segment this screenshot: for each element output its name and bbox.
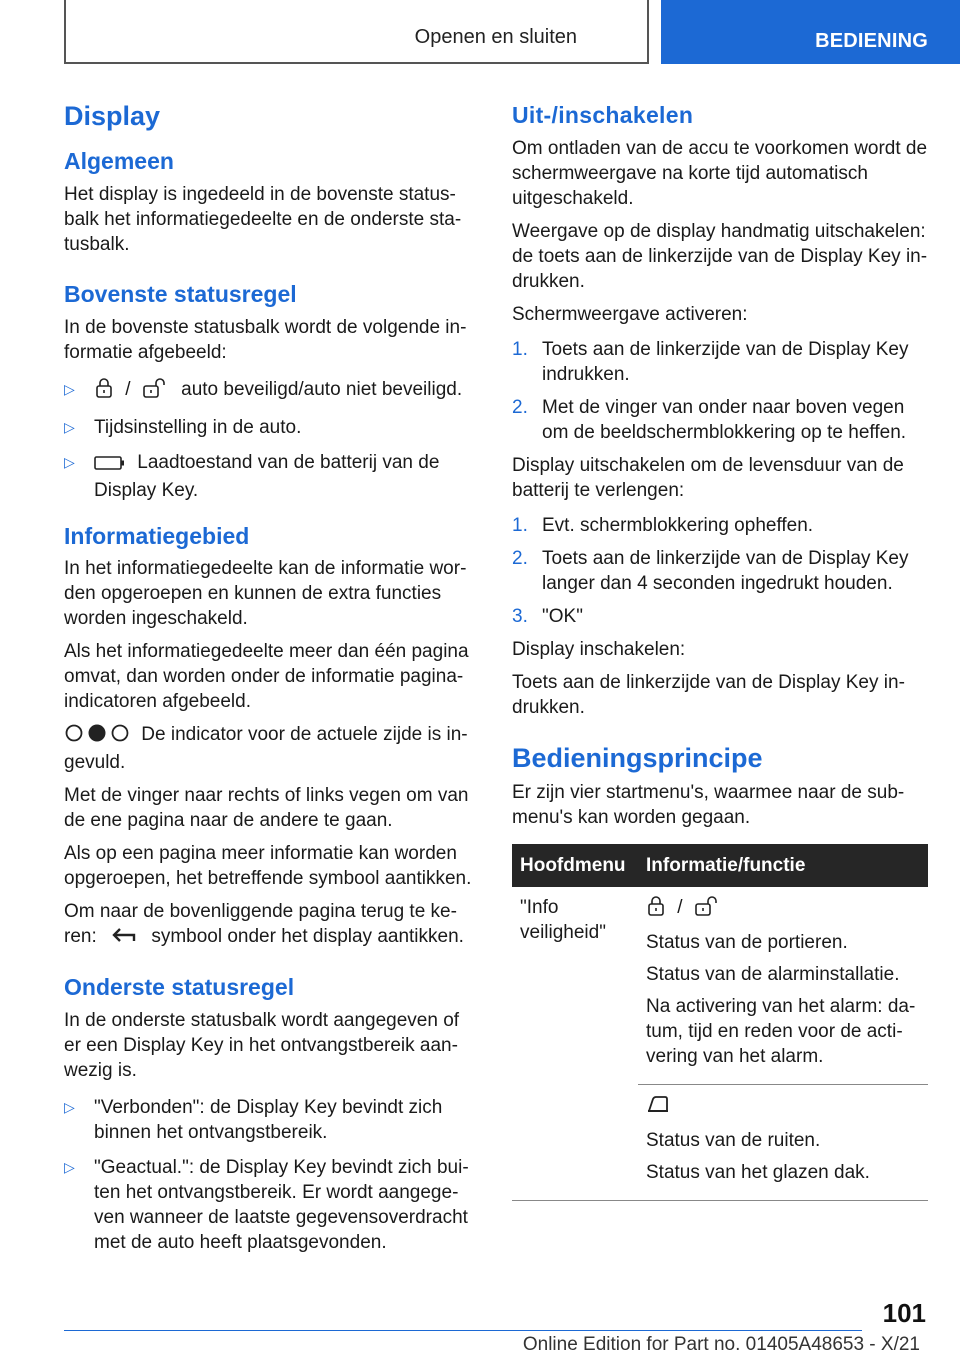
heading-onderste-statusregel: Onderste statusregel xyxy=(64,974,295,1001)
header-section-tab xyxy=(64,0,649,64)
table-text-line: Status van het glazen dak. xyxy=(646,1161,870,1183)
heading-informatiegebied: Informatiegebied xyxy=(64,522,250,549)
step-text: Toets aan de linkerzijde van de Display Key indrukken. xyxy=(542,338,909,385)
heading-bedieningsprincipe: Bedieningsprincipe xyxy=(512,742,763,773)
table-text-line: Status van de alarminstallatie. xyxy=(646,963,900,985)
list-item-text: Tijdsinstelling in de auto. xyxy=(94,416,302,438)
paragraph-info-6a: Om naar de bovenliggende pagina terug te keren: xyxy=(64,901,457,948)
menu-table xyxy=(512,844,928,1201)
list-item-text: "Verbonden": de Display Key bevindt zich binnen het ontvangstbereik. xyxy=(94,1096,443,1143)
footer-edition: Online Edition for Part no. 01405A48653 - X/21 xyxy=(522,1334,920,1355)
lock-closed-icon xyxy=(94,378,114,405)
table-cell-info xyxy=(638,887,928,1085)
back-arrow-icon xyxy=(110,925,138,952)
paragraph-uit-3: Schermweergave activeren: xyxy=(512,303,748,325)
paragraph-uit-5: Display inschakelen: xyxy=(512,638,686,660)
onderste-list xyxy=(64,1095,476,1255)
step-number: 1. xyxy=(512,514,528,536)
page-title: Display xyxy=(64,101,161,131)
table-icons-line xyxy=(646,895,922,923)
triangle-bullet-icon: ▷ xyxy=(64,1158,75,1175)
table-header-row xyxy=(512,844,928,887)
table-text-line: Status van de portieren. xyxy=(646,931,848,953)
paragraph-uit-4: Display uitschakelen om de levensduur van de batterij te verlengen: xyxy=(512,454,904,501)
header-chapter-tab xyxy=(661,0,960,64)
list-item xyxy=(64,450,476,503)
paragraph-info-2: Als het informatiegedeelte meer dan één pagina omvat, dan worden onder de informatie pagina-indicatoren afgebeeld. xyxy=(64,641,469,713)
step-number: 2. xyxy=(512,396,528,418)
bovenste-list xyxy=(64,377,476,503)
list-item xyxy=(512,395,928,445)
page-indicator-icon xyxy=(64,723,130,750)
table-cell-info xyxy=(638,1084,928,1200)
step-number: 1. xyxy=(512,338,528,360)
step-text: Met de vinger van onder naar boven vegen om de beeldschermblokkering op te heffen. xyxy=(542,396,907,443)
right-column xyxy=(512,102,928,1201)
list-item xyxy=(64,415,476,440)
paragraph-info-6 xyxy=(64,899,476,952)
list-item xyxy=(64,1155,476,1255)
table-icons-line xyxy=(646,1093,922,1121)
paragraph-info-3-text: De indicator voor de actuele zijde is ingevuld. xyxy=(64,724,468,774)
left-column xyxy=(64,100,476,1265)
triangle-bullet-icon: ▷ xyxy=(64,1098,75,1115)
step-text: Toets aan de linkerzijde van de Display Key langer dan 4 seconden ingedrukt houden. xyxy=(542,547,909,594)
slash-separator: / xyxy=(677,896,683,918)
paragraph-uit-2: Weergave op de display handmatig uitschakelen: de toets aan de linkerzijde van de Display Key indrukken. xyxy=(512,220,928,292)
table-text-line: Status van de ruiten. xyxy=(646,1129,821,1151)
table-text-line: Na activering van het alarm: datum, tijd en reden voor de activering van het alarm. xyxy=(646,995,916,1067)
paragraph-uit-6: Toets aan de linkerzijde van de Display Key indrukken. xyxy=(512,671,905,718)
step-number: 3. xyxy=(512,605,528,627)
lock-closed-icon xyxy=(646,896,666,923)
activate-steps-list xyxy=(512,337,928,445)
heading-uit-inschakelen: Uit-/inschakelen xyxy=(512,102,694,128)
step-text: Evt. schermblokkering opheffen. xyxy=(542,514,814,536)
paragraph-info-5: Als op een pagina meer informatie kan worden opgeroepen, het betreffende symbool aantikken. xyxy=(64,843,472,890)
shutdown-steps-list xyxy=(512,513,928,629)
paragraph-info-4: Met de vinger naar rechts of links vegen om van de ene pagina naar de andere te gaan. xyxy=(64,785,469,832)
list-item xyxy=(512,546,928,596)
paragraph-bediening-intro: Er zijn vier startmenu's, waarmee naar de submenu's kan worden gegaan. xyxy=(512,781,905,828)
table-header-hoofdmenu: Hoofdmenu xyxy=(512,844,638,887)
lock-open-icon xyxy=(142,378,168,405)
list-item xyxy=(64,377,476,405)
paragraph-onderste-intro: In de onderste statusbalk wordt aangegeven of er een Display Key in het ontvangstbereik aanwezig is. xyxy=(64,1009,460,1081)
paragraph-info-3 xyxy=(64,722,476,775)
footer-divider xyxy=(64,1330,862,1331)
paragraph-info-1: In het informatiegedeelte kan de informatie worden opgeroepen en kunnen de extra functies worden ingeschakeld. xyxy=(64,558,467,630)
triangle-bullet-icon: ▷ xyxy=(64,453,75,470)
table-cell-menu: "Info veiligheid" xyxy=(512,887,638,1201)
list-item-text: Laadtoestand van de batterij van de Display Key. xyxy=(94,451,440,501)
paragraph-info-6b: symbool onder het display aantikken. xyxy=(151,926,464,948)
triangle-bullet-icon: ▷ xyxy=(64,380,75,397)
list-item xyxy=(512,337,928,387)
list-item xyxy=(512,604,928,629)
heading-bovenste-statusregel: Bovenste statusregel xyxy=(64,280,297,307)
step-text: "OK" xyxy=(542,605,583,627)
paragraph-uit-1: Om ontladen van de accu te voorkomen wordt de schermweergave na korte tijd automatisch uitgeschakeld. xyxy=(512,137,928,209)
heading-algemeen: Algemeen xyxy=(64,148,174,175)
table-header-informatie: Informatie/functie xyxy=(638,844,928,887)
slash-separator: / xyxy=(125,378,131,400)
list-item xyxy=(512,513,928,538)
table-row xyxy=(512,887,928,1085)
paragraph-algemeen: Het display is ingedeeld in de bovenste statusbalk het informatiegedeelte en de onderste statusbalk. xyxy=(64,183,462,255)
step-number: 2. xyxy=(512,547,528,569)
battery-icon xyxy=(94,453,126,478)
header-section-title: Openen en sluiten xyxy=(414,26,577,48)
paragraph-bovenste-intro: In de bovenste statusbalk wordt de volgende informatie afgebeeld: xyxy=(64,316,467,363)
list-item xyxy=(64,1095,476,1145)
list-item-text: auto beveiligd/auto niet beveiligd. xyxy=(181,378,463,400)
lock-open-icon xyxy=(694,896,720,923)
triangle-bullet-icon: ▷ xyxy=(64,418,75,435)
page-number: 101 xyxy=(882,1298,926,1328)
list-item-text: "Geactual.": de Display Key bevindt zich buiten het ontvangstbereik. Er wordt aangegeven wanneer de laatste gegevensoverdracht met de auto heeft plaatsgevonden. xyxy=(94,1156,469,1253)
header-chapter-title: BEDIENING xyxy=(815,30,928,52)
car-window-icon xyxy=(646,1094,670,1121)
